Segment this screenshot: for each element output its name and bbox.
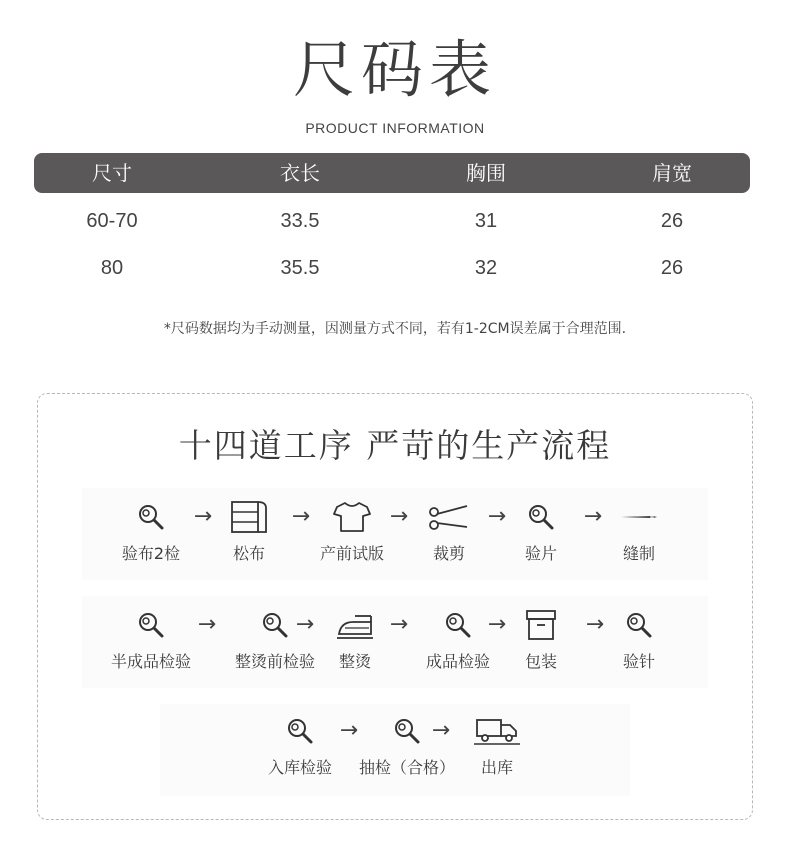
process-step <box>584 497 694 564</box>
size-table-header <box>34 153 750 193</box>
table-cell: 35.5 <box>280 257 320 279</box>
process-step <box>584 605 694 672</box>
magnifier-icon <box>444 611 472 639</box>
arrow-icon: → <box>197 612 217 637</box>
column-header-size: 尺寸 <box>92 161 132 185</box>
process-step-label: 验片 <box>524 544 557 563</box>
process-step <box>442 711 552 778</box>
column-header-length: 衣长 <box>280 161 320 185</box>
column-header-chest: 胸围 <box>466 161 506 185</box>
column-header-shoulder: 肩宽 <box>652 161 692 185</box>
table-cell: 33.5 <box>280 210 320 232</box>
arrow-icon: → <box>389 612 409 637</box>
magnifier-icon <box>137 503 165 531</box>
arrow-icon: → <box>585 612 605 637</box>
table-cell: 26 <box>660 257 684 279</box>
table-cell: 26 <box>660 210 684 232</box>
tshirt-icon <box>332 500 372 534</box>
process-step-label: 整烫前检验 <box>234 652 315 671</box>
process-step-label: 整烫 <box>338 652 371 671</box>
process-step-label: 验布2检 <box>121 544 181 563</box>
arrow-icon: → <box>193 504 213 529</box>
page-subtitle: PRODUCT INFORMATION <box>305 120 485 136</box>
process-step-label: 成品检验 <box>425 652 490 671</box>
fabric-roll-icon <box>229 500 269 534</box>
table-cell: 31 <box>474 210 498 232</box>
box-icon <box>525 608 557 642</box>
process-step-label: 抽检（合格） <box>358 758 455 777</box>
iron-icon <box>335 610 375 640</box>
arrow-icon: → <box>487 612 507 637</box>
magnifier-icon <box>393 717 421 745</box>
magnifier-icon <box>286 717 314 745</box>
arrow-icon: → <box>487 504 507 529</box>
arrow-icon: → <box>583 504 603 529</box>
table-cell: 80 <box>100 257 124 279</box>
process-step-label: 入库检验 <box>267 758 332 777</box>
truck-icon <box>474 716 520 746</box>
table-row <box>0 248 790 288</box>
process-step-label: 半成品检验 <box>110 652 191 671</box>
process-step-label: 产前试版 <box>319 544 384 563</box>
arrow-icon: → <box>389 504 409 529</box>
magnifier-icon <box>137 611 165 639</box>
arrow-icon: → <box>295 612 315 637</box>
magnifier-icon <box>261 611 289 639</box>
process-title: 十四道工序 严苛的生产流程 <box>178 426 612 465</box>
page-title: 尺码表 <box>292 33 497 106</box>
table-cell: 32 <box>474 257 498 279</box>
arrow-icon: → <box>339 718 359 743</box>
needle-icon <box>619 512 659 522</box>
table-row <box>0 201 790 241</box>
magnifier-icon <box>625 611 653 639</box>
process-step-label: 包装 <box>524 652 557 671</box>
magnifier-icon <box>527 503 555 531</box>
scissors-icon <box>427 500 471 534</box>
process-step-label: 出库 <box>480 758 513 777</box>
process-step-label: 缝制 <box>622 544 655 563</box>
process-step-label: 松布 <box>232 544 265 563</box>
table-cell: 60-70 <box>86 210 138 232</box>
arrow-icon: → <box>431 718 451 743</box>
process-step-label: 裁剪 <box>432 544 465 563</box>
process-step-label: 验针 <box>622 652 655 671</box>
arrow-icon: → <box>291 504 311 529</box>
measurement-note: *尺码数据均为手动测量，因测量方式不同，若有1-2CM误差属于合理范围. <box>163 321 627 337</box>
